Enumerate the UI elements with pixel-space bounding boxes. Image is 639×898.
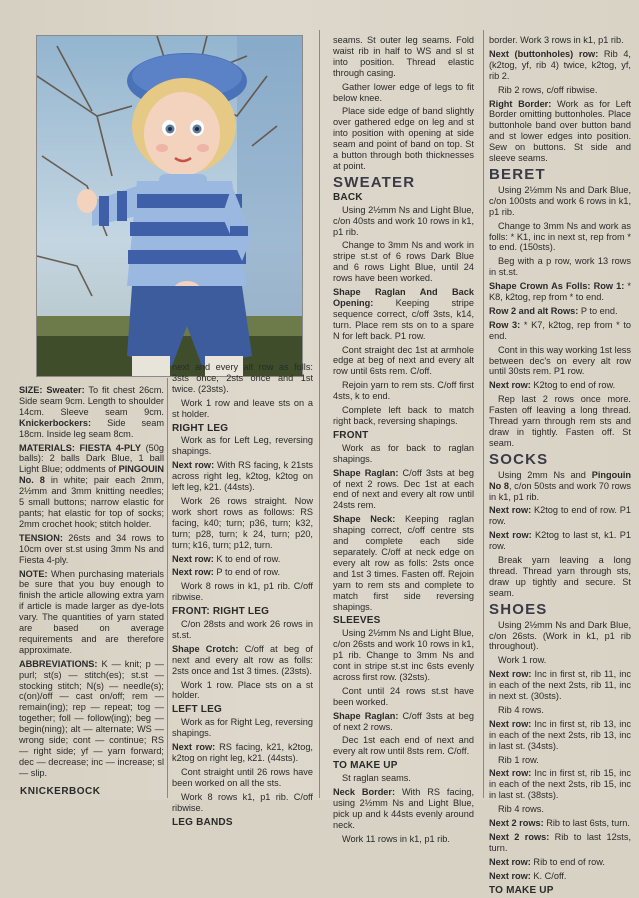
paragraph: Shape Crown As Folls: Row 1: * K8, k2tog, rep from * to end. [489,281,631,303]
paragraph: Shape Raglan: C/off 3sts at beg of next 2 rows. Dec 1st at each end of next and every alt row until 24sts rem. [333,467,474,511]
paragraph: Work 26 rows straight. Now work short rows as follows: RS facing, k40; turn; p36, turn; k32, turn; p28, turn; k 24, turn; p20, turn; k16, turn; p12, turn. [172,495,313,550]
paragraph: Using 2½mm Ns and Dark Blue, c/on 100sts and work 6 rows in k1, p1 rib. [489,184,631,217]
paragraph: Work as for Right Leg, reversing shapings. [172,717,313,739]
section-title-socks: SOCKS [489,450,549,468]
paragraph: Beg with a p row, work 13 rows in st.st. [489,256,631,278]
heading-leg-bands: LEG BANDS [172,816,233,828]
paragraph: Next 2 rows: Rib to last 6sts, turn. [489,818,630,829]
paragraph: Work 1 row and leave sts on a st holder. [172,397,313,419]
paragraph: Complete left back to match right back, reversing shapings. [333,405,474,426]
paragraph: Rib 1 row. [498,754,539,765]
heading-left-leg: LEFT LEG [172,704,222,716]
section-title-sweater: SWEATER [333,173,416,191]
size-spec: SIZE: Sweater: To fit chest 26cm. Side seam 9cm. Length to shoulder 14cm. Sleeve seam 9cm. Knickerbockers: Side seam 18cm. Inside leg seam 8cm. [19,385,164,439]
paragraph: Place side edge of band slightly over gathered edge on leg and st into position with opening at side seam and point of band on top. St a button through both thicknesses at point. [333,106,474,171]
paragraph: Work 1 row. Place sts on a st holder. [172,679,313,701]
paragraph: Work 8 rows in k1, p1 rib. C/off ribwise. [172,581,313,603]
heading-back: BACK [333,191,363,203]
paragraph: Cont until 24 rows st.st have been worked. [333,685,474,707]
doll-illustration [37,36,302,376]
paragraph: Using 2mm Ns and Pingouin No 8, c/on 50sts and work 70 rows in k1, p1 rib. [489,469,631,502]
paragraph: Work as for back to raglan shapings. [333,442,474,464]
section-title-beret: BERET [489,165,546,183]
heading-sleeves: SLEEVES [333,615,381,627]
paragraph: Change to 3mm Ns and work as folls: * K1, inc in next st, rep from * to end. (150sts). [489,220,631,253]
paragraph: Using 2½mm Ns and Light Blue, c/on 26sts and work 10 rows in k1, p1 rib. Change to 3mm Ns and cont in stripe st.st inc 6sts evenly across first row. (32sts). [333,628,474,682]
paragraph: Next row: Inc in first st, rib 13, inc in each of the next 2sts, rib 13, inc in last st. (34sts). [489,718,631,751]
paragraph: Work 11 rows in k1, p1 rib. [342,833,450,844]
paragraph: seams. St outer leg seams. Fold waist rib in half to WS and sl st into position. Thread elastic through casing. [333,35,474,78]
column-rule [483,30,484,798]
doll-photo [36,35,303,377]
column-1 [19,385,164,782]
paragraph: Next row: K. C/off. [489,870,567,881]
heading-front: FRONT [333,429,369,441]
paragraph: Work 8 rows k1, p1 rib. C/off ribwise. [172,791,313,813]
paragraph: Gather lower edge of legs to fit below knee. [333,81,474,103]
paragraph: Next row: K2tog to end of row. [489,380,616,391]
paragraph: Next row: Inc in first st, rib 15, inc in each of the next 2sts, rib 15, inc in last st. (38sts). [489,768,631,801]
paragraph: border. Work 3 rows in k1, p1 rib. [489,35,624,45]
paragraph: Rep last 2 rows once more. Fasten off leaving a long thread. Thread yarn through rem sts and draw in tightly. Fasten off. St seam. [489,394,631,448]
section-heading-cut: KNICKERBOCK [20,786,101,797]
paragraph: next and every alt row as folls: 3sts once, 2sts once and 1st twice. (23sts). [172,362,313,394]
column-3 [333,35,474,848]
paragraph: Next (buttonholes) row: Rib 4, (k2tog, yf, rib 4) twice, k2tog, yf, rib 2. [489,48,631,81]
paragraph: Next row: P to end of row. [172,567,281,578]
paragraph: Cont in this way working 1st less between dec's on every alt row until 30sts rem. P1 row. [489,344,631,377]
paragraph: Using 2½mm Ns and Dark Blue, c/on 26sts. (Work in k1, p1 rib throughout). [489,619,631,652]
materials-spec: MATERIALS: FIESTA 4-PLY (50g balls): 2 balls Dark Blue, 1 ball Light Blue; oddments of PINGOUIN No. 8 in white; pair each 2mm, 2½mm and 3mm knitting needles; 5 small buttons; narrow elastic for pants; hat elastic for top of socks; 2mm crochet hook; stitch holder. [19,442,164,529]
tension-spec: TENSION: 26sts and 34 rows to 10cm over st.st using 3mm Ns and Fiesta 4-ply. [19,532,164,565]
heading-front-right-leg: FRONT: RIGHT LEG [172,606,270,618]
paragraph: Work 1 row. [498,655,547,666]
paragraph: Rib 4 rows. [498,804,544,815]
paragraph: Next row: K2tog to end of row. P1 row. [489,505,631,527]
paragraph: Neck Border: With RS facing, using 2½mm Ns and Light Blue, pick up and k 44sts evenly around neck. [333,787,474,830]
paragraph: Dec 1st each end of next and every alt row until 8sts rem. C/off. [333,735,474,757]
paragraph: Using 2½mm Ns and Light Blue, c/on 40sts and work 10 rows in k1, p1 rib. [333,204,474,237]
paragraph: St raglan seams. [342,773,411,784]
paragraph: Next row: With RS facing, k 21sts across right leg, k2tog, k2tog on left leg, k21. (44sts). [172,460,313,493]
paragraph: Shape Crotch: C/off at beg of next and every alt row as folls: 2sts once and 1st 3 times. (23sts). [172,643,313,676]
paragraph: Next 2 rows: Rib to last 12sts, turn. [489,832,631,853]
paragraph: Rejoin yarn to rem sts. C/off first 4sts, k to end. [333,380,474,402]
column-4 [489,35,631,898]
column-rule [167,378,168,798]
paragraph: Cont straight dec 1st at armhole edge at beg of next and every alt row until 6sts rem. C/off. [333,344,474,377]
heading-to-make-up-shoes: TO MAKE UP [489,884,554,896]
paragraph: Next row: K2tog to last st, k1. P1 row. [489,530,631,552]
paragraph: Cont straight until 26 rows have been worked on all the sts. [172,766,313,788]
paragraph: Rib 2 rows, c/off ribwise. [498,84,598,95]
abbreviations: ABBREVIATIONS: K — knit; p — purl; st(s) — stitch(es); st.st — stocking stitch; N(s) — needle(s); c(on)/off — cast on/off; rem — remain(ing); rep — repeat; tog — together; foll — follow(ing); beg — begin(ning); alt — alternate; WS — wrong side; cont — continue; RS — right side; yf — yarn forward; dec — decrease; inc — increase; sl — slip. [19,658,164,778]
paragraph: Shape Neck: Keeping raglan shaping correct, c/off centre sts and complete each side separately. C/off at neck edge on every alt row as folls: 2sts once and 1st 3 times. Fasten off. Rejoin yarn to rem sts and complete to match first side reversing shapings. [333,514,474,612]
heading-to-make-up: TO MAKE UP [333,760,398,772]
paragraph: C/on 28sts and work 26 rows in st.st. [172,619,313,640]
paragraph: Break yarn leaving a long thread. Thread yarn through sts, draw up tightly and secure. St seam. [489,555,631,598]
paragraph: Row 3: * K7, k2tog, rep from * to end. [489,319,632,341]
paragraph: Shape Raglan: C/off 3sts at beg of next 2 rows. [333,710,474,732]
purchase-note: NOTE: When purchasing materials be sure that you buy enough to finish the article allowing extra yarn if article is made larger as dye-lots vary. The quantities of yarn stated are based on average requirements and are therefore approximate. [19,568,164,655]
paragraph: Row 2 and alt Rows: P to end. [489,305,618,316]
paragraph: Change to 3mm Ns and work in stripe st.st of 6 rows Dark Blue and 6 rows Light Blue, until 24 rows have been worked. [333,240,474,284]
section-title-shoes: SHOES [489,600,548,618]
paragraph: Next row: RS facing, k21, k2tog, k2tog on right leg, k21. (44sts). [172,742,313,763]
paragraph: Next row: Inc in first st, rib 11, inc in each of the next 2sts, rib 11, inc in next st. (30sts). [489,669,631,702]
paragraph: Next row: K to end of row. [172,553,281,564]
paragraph: Right Border: Work as for Left Border omitting buttonholes. Place buttonhole band over button band and st lower edges into position. Sew on buttons. St side and sleeve seams. [489,98,632,164]
column-2 [172,362,313,829]
paragraph: Work as for Left Leg, reversing shapings. [172,435,313,457]
paragraph: Shape Raglan And Back Opening: Keeping stripe sequence correct, c/off 3sts, k14, turn. Place rem sts on to a spare N for left back. P1 row. [333,287,474,341]
paragraph: Rib 4 rows. [498,704,544,715]
heading-right-leg: RIGHT LEG [172,422,229,434]
paragraph: Next row: Rib to end of row. [489,856,605,867]
column-rule [319,30,320,798]
